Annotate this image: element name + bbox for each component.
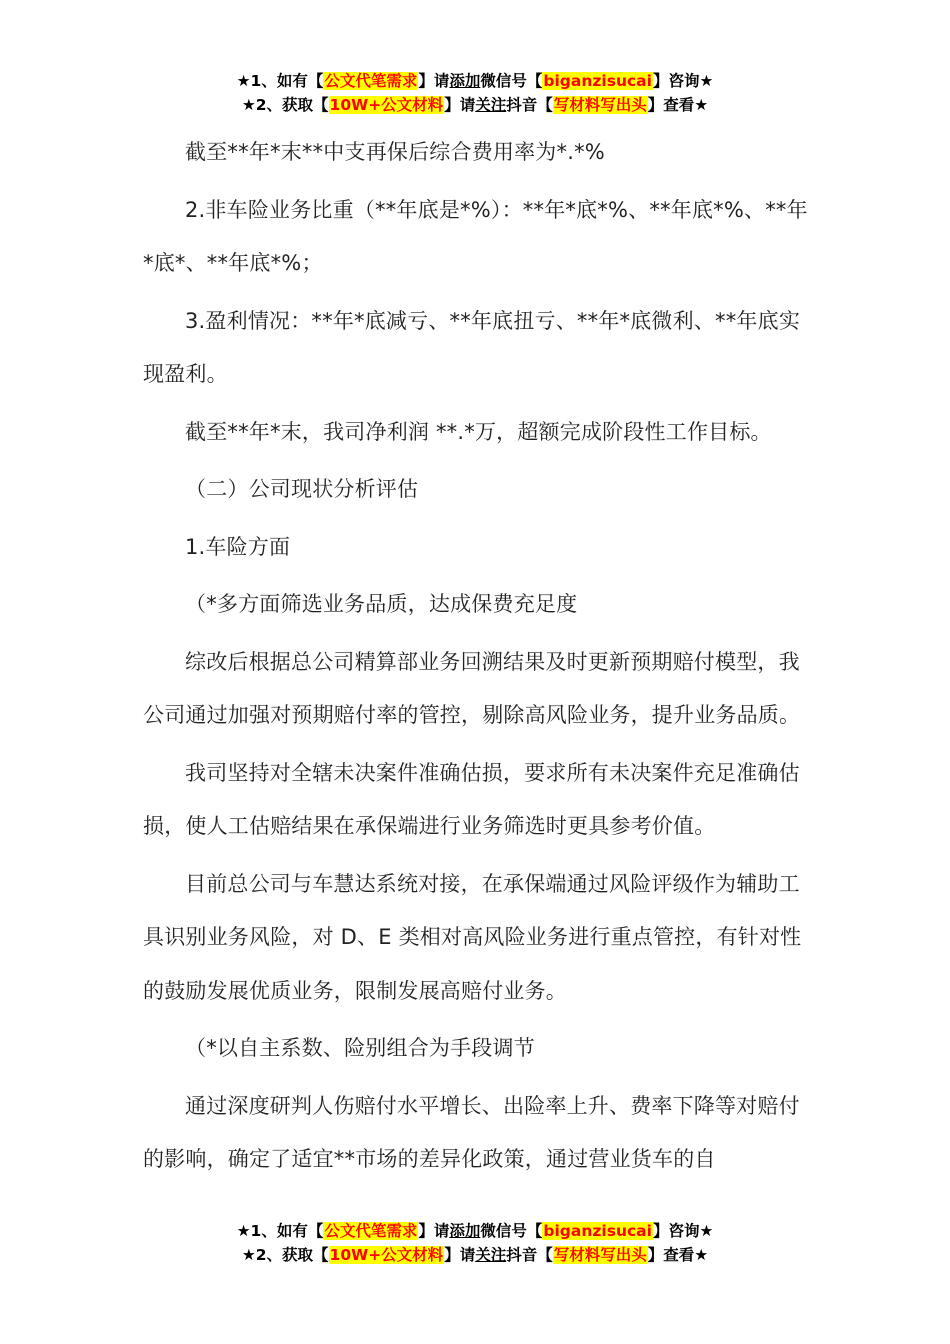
footer-banner bbox=[0, 1219, 950, 1267]
banner-highlight: biganzisucai bbox=[543, 72, 652, 90]
banner-line-1 bbox=[0, 69, 950, 93]
header-banner bbox=[0, 69, 950, 117]
paragraph: 综改后根据总公司精算部业务回溯结果及时更新预期赔付模型，我公司通过加强对预期赔付率的管控，剔除高风险业务，提升业务品质。 bbox=[143, 649, 801, 727]
banner-line-2 bbox=[0, 1243, 950, 1267]
banner-highlight: 公文代笔需求 bbox=[324, 72, 418, 90]
banner-highlight: 公文代笔需求 bbox=[324, 1222, 418, 1240]
banner-highlight: 写材料写出头 bbox=[553, 96, 647, 114]
subsection-heading: 1.车险方面 bbox=[185, 534, 291, 559]
banner-highlight: 写材料写出头 bbox=[553, 1246, 647, 1264]
paragraph: 我司坚持对全辖未决案件准确估损，要求所有未决案件充足准确估损，使人工估赔结果在承保端进行业务筛选时更具参考价值。 bbox=[143, 760, 800, 838]
banner-line-2 bbox=[0, 93, 950, 117]
banner-text: 】请 bbox=[444, 1246, 476, 1264]
banner-text: ★1、如有【 bbox=[236, 1222, 324, 1240]
paragraph: 3.盈利情况：**年*底减亏、**年底扭亏、**年*底微利、**年底实现盈利。 bbox=[143, 308, 801, 386]
banner-text: ★1、如有【 bbox=[236, 72, 324, 90]
banner-text: 】查看★ bbox=[647, 1246, 709, 1264]
banner-text: 】咨询★ bbox=[652, 72, 714, 90]
banner-text: ★2、获取【 bbox=[241, 1246, 329, 1264]
paragraph: 截至**年*末，我司净利润 **.*万，超额完成阶段性工作目标。 bbox=[185, 419, 772, 444]
banner-text: 】请 bbox=[418, 72, 450, 90]
banner-text: ★2、获取【 bbox=[241, 96, 329, 114]
paragraph: 2.非车险业务比重（**年底是*%）：**年*底*%、**年底*%、**年*底*、**年底*%； bbox=[143, 197, 808, 275]
document-body bbox=[143, 126, 811, 1191]
banner-emphasis: 关注 bbox=[475, 96, 507, 114]
banner-line-1 bbox=[0, 1219, 950, 1243]
banner-emphasis: 关注 bbox=[475, 1246, 507, 1264]
banner-text: 微信号【 bbox=[480, 72, 543, 90]
paragraph: 截至**年*末**中支再保后综合费用率为*.*% bbox=[185, 140, 605, 164]
banner-text: 】咨询★ bbox=[652, 1222, 714, 1240]
banner-text: 】请 bbox=[418, 1222, 450, 1240]
paragraph: 通过深度研判人伤赔付水平增长、出险率上升、费率下降等对赔付的影响，确定了适宜**市场的差异化政策，通过营业货车的自 bbox=[143, 1093, 800, 1171]
paragraph: 目前总公司与车慧达系统对接，在承保端通过风险评级作为辅助工具识别业务风险，对 D、E 类相对高风险业务进行重点管控，有针对性的鼓励发展优质业务，限制发展高赔付业务。 bbox=[143, 871, 802, 1003]
banner-emphasis: 添加 bbox=[449, 1222, 481, 1240]
banner-highlight: 10W+公文材料 bbox=[329, 96, 444, 114]
banner-text: 抖音【 bbox=[506, 96, 553, 114]
banner-highlight: biganzisucai bbox=[543, 1222, 652, 1240]
subsection-heading: （*多方面筛选业务品质，达成保费充足度 bbox=[185, 592, 578, 616]
banner-text: 】请 bbox=[444, 96, 476, 114]
banner-text: 抖音【 bbox=[506, 1246, 553, 1264]
subsection-heading: （*以自主系数、险别组合为手段调节 bbox=[185, 1036, 535, 1060]
banner-emphasis: 添加 bbox=[449, 72, 481, 90]
banner-text: 微信号【 bbox=[480, 1222, 543, 1240]
banner-text: 】查看★ bbox=[647, 96, 709, 114]
banner-highlight: 10W+公文材料 bbox=[329, 1246, 444, 1264]
section-heading: （二）公司现状分析评估 bbox=[185, 477, 419, 501]
